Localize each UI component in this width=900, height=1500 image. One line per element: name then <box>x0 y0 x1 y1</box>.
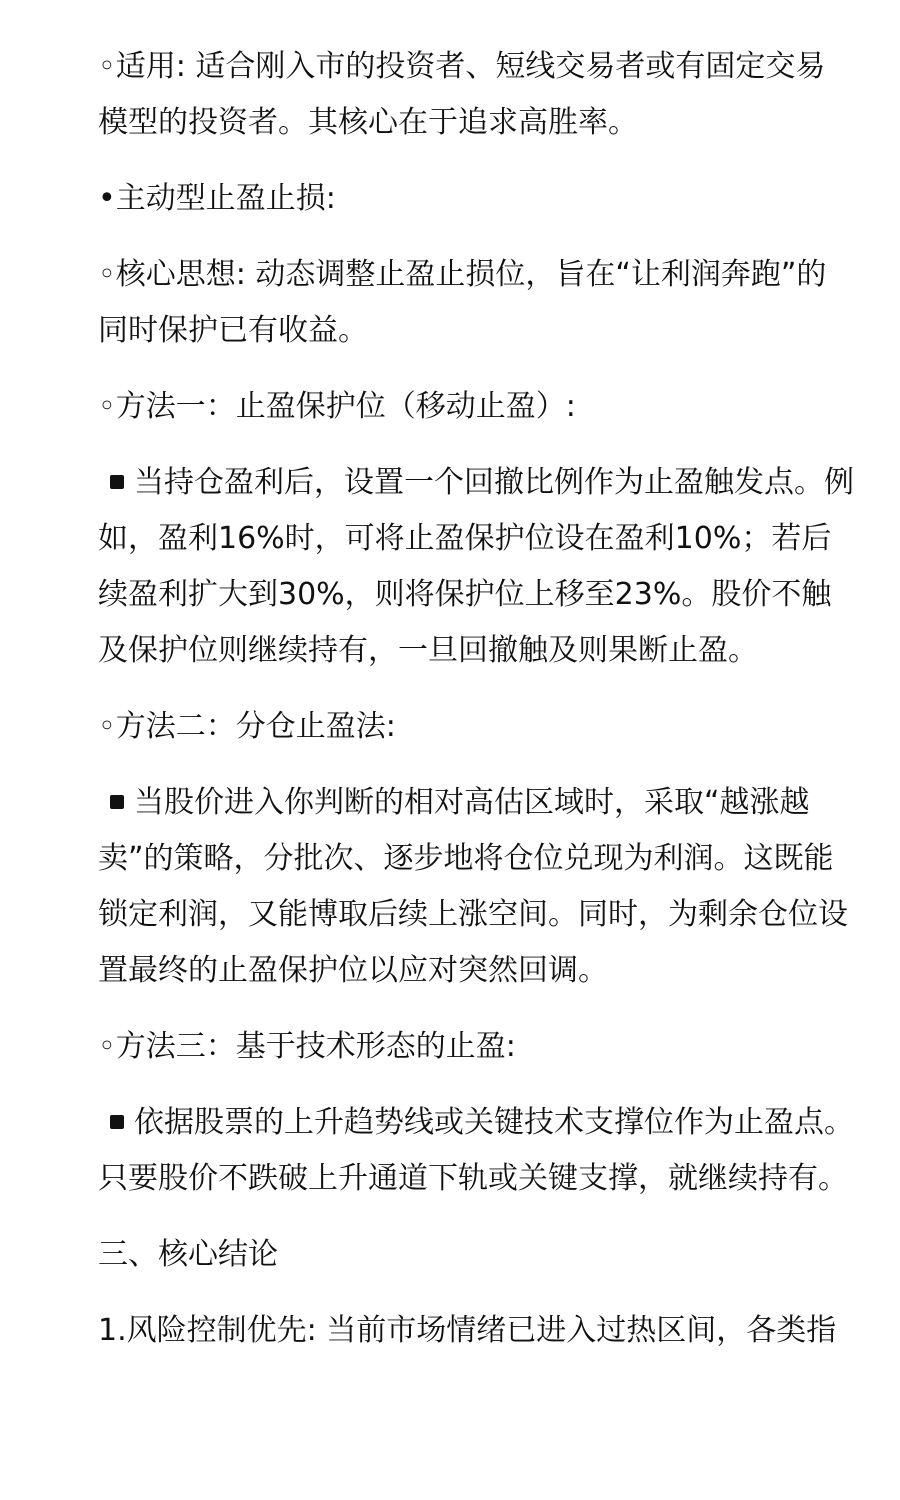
core-idea-paragraph: ◦核心思想: 动态调整止盈止损位，旨在“让利润奔跑”的同时保护已有收益。 <box>98 257 827 348</box>
square-bullet-icon <box>110 475 124 489</box>
method-one-detail <box>98 455 854 679</box>
active-stop-heading: •主动型止盈止损: <box>98 181 336 216</box>
method-three-text: 依据股票的上升趋势线或关键技术支撑位作为止盈点。只要股价不跌破上升通道下轨或关键支撑，就继续持有。 <box>98 1105 854 1196</box>
method-one-heading: ◦方法一：止盈保护位（移动止盈）: <box>98 389 576 424</box>
method-one-text: 当持仓盈利后，设置一个回撤比例作为止盈触发点。例如，盈利16%时，可将止盈保护位设在盈利10%；若后续盈利扩大到30%，则将保护位上移至23%。股价不触及保护位则继续持有，一旦回撤触及则果断止盈。 <box>98 465 854 668</box>
applicable-paragraph: ◦适用: 适合刚入市的投资者、短线交易者或有固定交易模型的投资者。其核心在于追求高胜率。 <box>98 49 826 140</box>
method-three-detail <box>98 1095 854 1207</box>
method-three-heading: ◦方法三：基于技术形态的止盈: <box>98 1029 516 1064</box>
square-bullet-icon <box>110 1115 124 1129</box>
square-bullet-icon <box>110 795 124 809</box>
method-two-detail <box>98 775 854 999</box>
method-two-heading: ◦方法二：分仓止盈法: <box>98 709 396 744</box>
method-two-text: 当股价进入你判断的相对高估区域时，采取“越涨越卖”的策略，分批次、逐步地将仓位兑现为利润。这既能锁定利润，又能博取后续上涨空间。同时，为剩余仓位设置最终的止盈保护位以应对突然回调。 <box>98 785 848 988</box>
section-three-heading: 三、核心结论 <box>98 1237 278 1272</box>
conclusion-one-paragraph: 1.风险控制优先: 当前市场情绪已进入过热区间，各类指 <box>98 1313 837 1348</box>
article-body <box>98 39 854 1379</box>
